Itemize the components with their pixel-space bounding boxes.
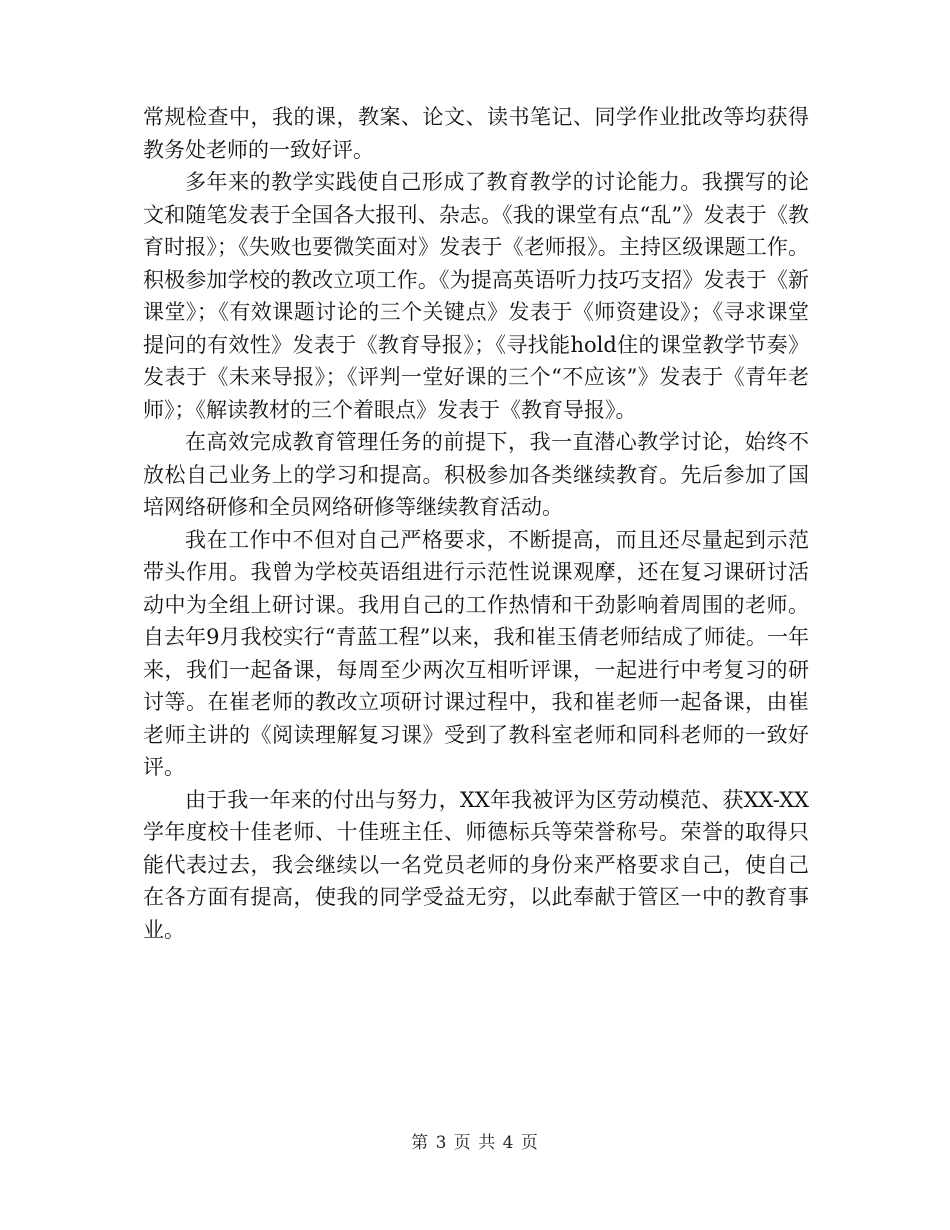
- document-body: [143, 101, 809, 946]
- paragraph-2: 多年来的教学实践使自己形成了教育教学的讨论能力。我撰写的论文和随笔发表于全国各大报刊、杂志。《我的课堂有点“乱”》发表于《教育时报》；《失败也要微笑面对》发表于《老师报》。主持区级课题工作。积极参加学校的教改立项工作。《为提高英语听力技巧支招》发表于《新课堂》；《有效课题讨论的三个关键点》发表于《师资建设》；《寻求课堂提问的有效性》发表于《教育导报》；《寻找能hold住的课堂教学节奏》发表于《未来导报》；《评判一堂好课的三个“不应该”》发表于《青年老师》；《解读教材的三个着眼点》发表于《教育导报》。: [143, 170, 809, 422]
- paragraph-3: 在高效完成教育管理任务的前提下，我一直潜心教学讨论，始终不放松自己业务上的学习和提高。积极参加各类继续教育。先后参加了国培网络研修和全员网络研修等继续教育活动。: [143, 430, 809, 519]
- page-number-footer: 第 3 页 共 4 页: [411, 1133, 539, 1153]
- paragraph-5: 由于我一年来的付出与努力，XX年我被评为区劳动模范、获XX-XX学年度校十佳老师、十佳班主任、师德标兵等荣誉称号。荣誉的取得只能代表过去，我会继续以一名党员老师的身份来严格要求自己，使自己在各方面有提高，使我的同学受益无穷，以此奉献于管区一中的教育事业。: [143, 787, 809, 942]
- paragraph-4: 我在工作中不但对自己严格要求，不断提高，而且还尽量起到示范带头作用。我曾为学校英语组进行示范性说课观摩，还在复习课研讨活动中为全组上研讨课。我用自己的工作热情和干劲影响着周围的老师。自去年9月我校实行“青蓝工程”以来，我和崔玉倩老师结成了师徒。一年来，我们一起备课，每周至少两次互相听评课，一起进行中考复习的研讨等。在崔老师的教改立项研讨课过程中，我和崔老师一起备课，由崔老师主讲的《阅读理解复习课》受到了教科室老师和同科老师的一致好评。: [143, 527, 809, 779]
- paragraph-1: 常规检查中，我的课，教案、论文、读书笔记、同学作业批改等均获得教务处老师的一致好评。: [143, 105, 809, 162]
